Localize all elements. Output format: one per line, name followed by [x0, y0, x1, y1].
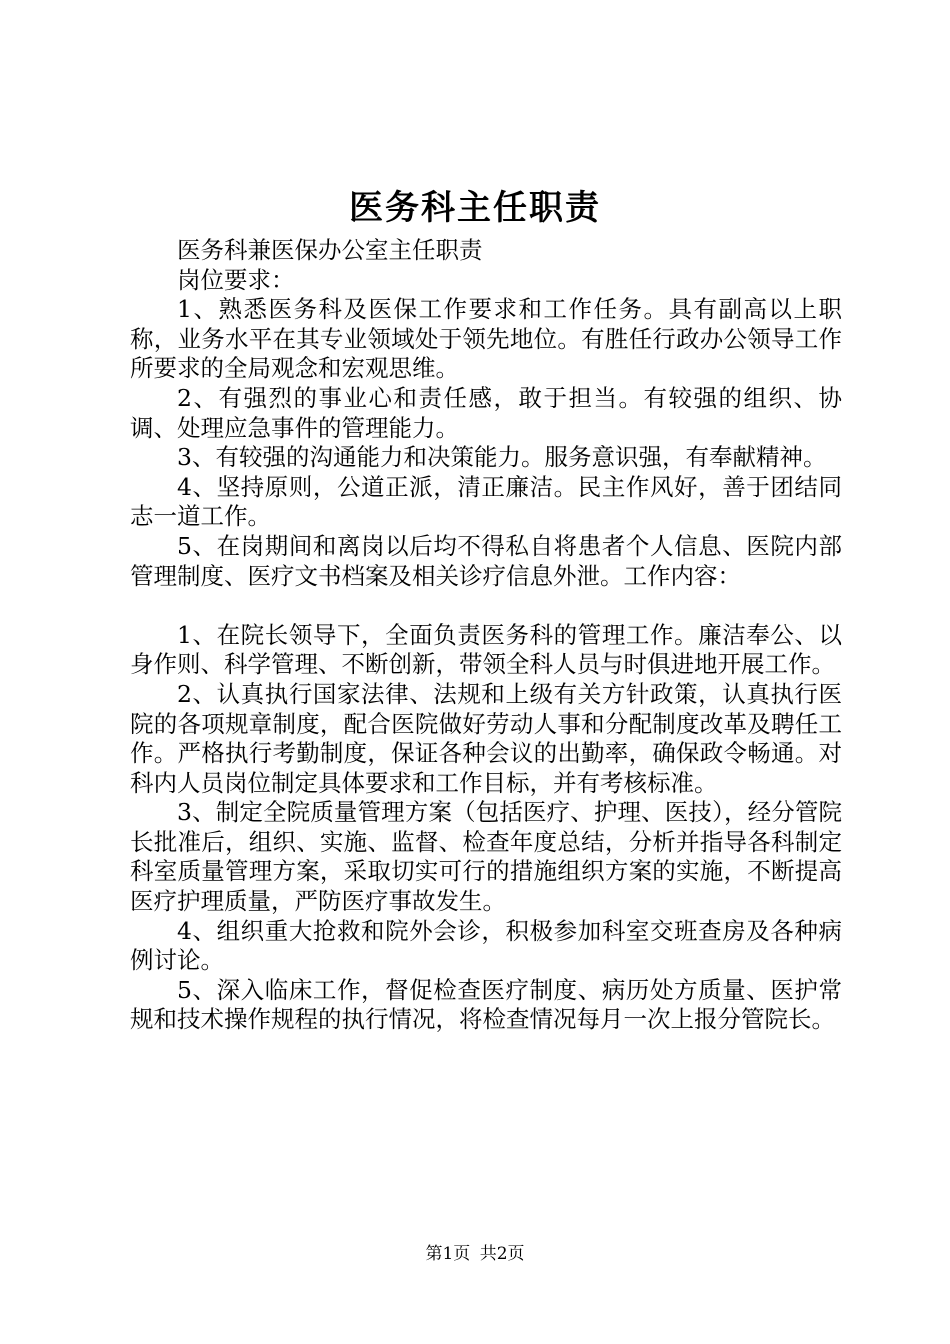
- paragraph-spacer: [130, 591, 842, 621]
- page-number: 第1页: [425, 1244, 471, 1264]
- requirement-item-2: 2、有强烈的事业心和责任感，敢于担当。有较强的组织、协调、处理应急事件的管理能力。: [130, 383, 842, 442]
- duty-item-1: 1、在院长领导下，全面负责医务科的管理工作。廉洁奉公、以身作则、科学管理、不断创新，带领全科人员与时俱进地开展工作。: [130, 620, 842, 679]
- page-footer: [0, 1242, 950, 1266]
- requirements-heading: 岗位要求：: [177, 265, 295, 294]
- document-body: [130, 236, 842, 1035]
- subtitle-paragraph: 医务科兼医保办公室主任职责: [177, 236, 483, 264]
- requirement-item-1: 1、熟悉医务科及医保工作要求和工作任务。具有副高以上职称，业务水平在其专业领域处于领先地位。有胜任行政办公领导工作所要求的全局观念和宏观思维。: [130, 295, 842, 383]
- requirement-item-3: 3、有较强的沟通能力和决策能力。服务意识强，有奉献精神。: [177, 443, 827, 472]
- requirement-item-5: 5、在岗期间和离岗以后均不得私自将患者个人信息、医院内部管理制度、医疗文书档案及相关诊疗信息外泄。工作内容：: [130, 531, 842, 590]
- duty-item-4: 4、组织重大抢救和院外会诊，积极参加科室交班查房及各种病例讨论。: [130, 916, 842, 975]
- duty-item-2: 2、认真执行国家法律、法规和上级有关方针政策，认真执行医院的各项规章制度，配合医院做好劳动人事和分配制度改革及聘任工作。严格执行考勤制度，保证各种会议的出勤率，确保政令畅通。对科内人员岗位制定具体要求和工作目标，并有考核标准。: [130, 679, 842, 797]
- duty-item-5: 5、深入临床工作，督促检查医疗制度、病历处方质量、医护常规和技术操作规程的执行情况，将检查情况每月一次上报分管院长。: [130, 975, 842, 1034]
- requirement-item-4: 4、坚持原则，公道正派，清正廉洁。民主作风好，善于团结同志一道工作。: [130, 472, 842, 531]
- document-title: 医务科主任职责: [349, 188, 601, 228]
- page-total: 共2页: [479, 1244, 525, 1264]
- duty-item-3: 3、制定全院质量管理方案（包括医疗、护理、医技），经分管院长批准后，组织、实施、监督、检查年度总结，分析并指导各科制定科室质量管理方案，采取切实可行的措施组织方案的实施，不断提高医疗护理质量，严防医疗事故发生。: [130, 798, 842, 916]
